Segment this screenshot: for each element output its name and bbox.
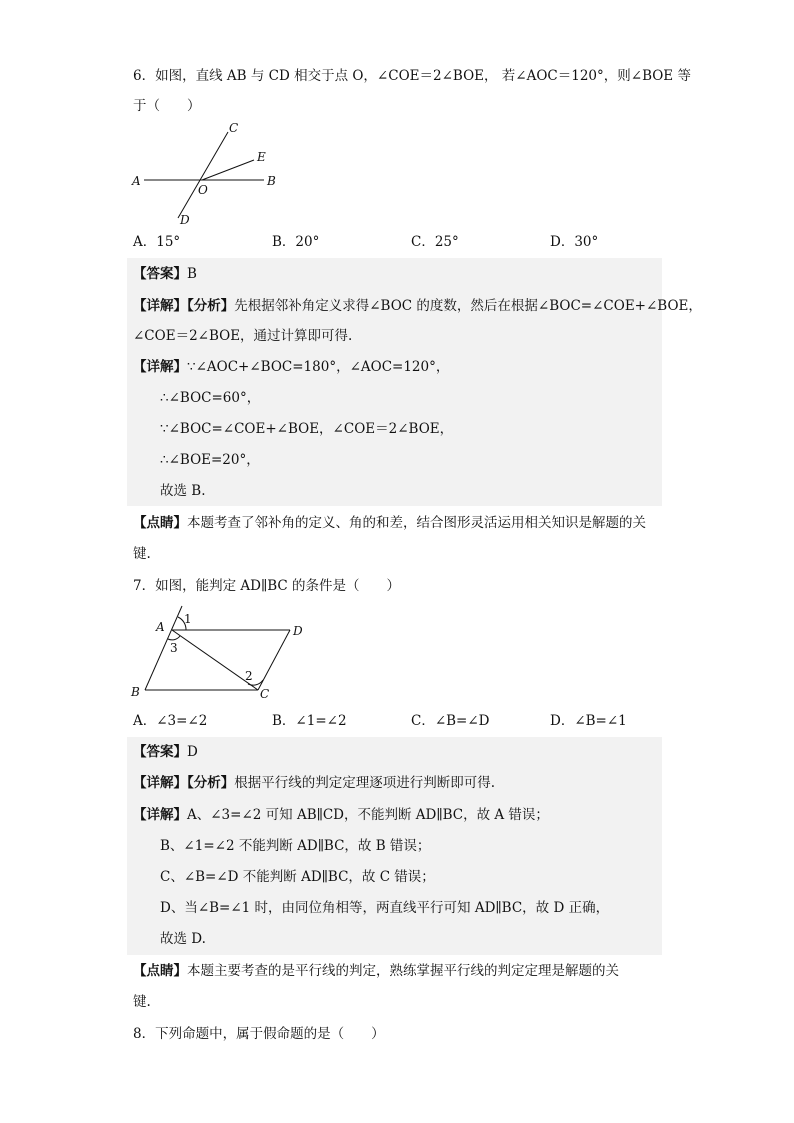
q6-option-a: A．15° (133, 234, 181, 250)
detail-tag: 【详解】 (133, 359, 187, 375)
detail-text: A、∠3=∠2 可知 AB∥CD，不能判断 AD∥BC，故 A 错误； (187, 807, 549, 823)
label-a: A (132, 174, 141, 188)
q6-option-b: B．20° (272, 234, 320, 250)
comment-text: 本题主要考查的是平行线的判定，熟练掌握平行线的判定定理是解题的关 (187, 963, 619, 979)
label-d: D (180, 213, 190, 227)
q7-detail-line1 (133, 805, 549, 825)
label-angle-3: 3 (170, 641, 178, 655)
label-c: C (260, 687, 270, 701)
q6-detail-line1 (133, 357, 449, 377)
q6-answer (133, 264, 197, 284)
comment-text: 本题考查了邻补角的定义、角的和差，结合图形灵活运用相关知识是解题的关 (187, 515, 646, 531)
label-d: D (293, 624, 303, 638)
label-a: A (156, 620, 165, 634)
label-angle-2: 2 (245, 669, 253, 683)
label-e: E (257, 150, 266, 164)
answer-tag: 【答案】 (133, 266, 187, 282)
analysis-tag: 【详解】【分析】 (133, 298, 235, 314)
q7-stem-line1: 7．如图，能判定 AD∥BC 的条件是（ ） (133, 578, 400, 594)
angle-3-arc (168, 636, 180, 640)
q6-detail-line2: ∴∠BOC=60°， (160, 390, 261, 406)
answer-value: D (187, 744, 198, 760)
label-c: C (229, 121, 239, 135)
analysis-text: 根据平行线的判定定理逐项进行判断即可得. (234, 775, 496, 791)
q8-stem-line1: 8．下列命题中，属于假命题的是（ ） (133, 1026, 385, 1042)
line-cd (178, 132, 228, 218)
answer-tag: 【答案】 (133, 744, 187, 760)
q6-detail-line5: 故选 B. (160, 483, 206, 499)
q6-stem-line2: 于（ ） (133, 98, 201, 114)
q6-analysis-line2: ∠COE＝2∠BOE，通过计算即可得. (133, 328, 353, 344)
q6-option-d: D．30° (550, 234, 599, 250)
label-o: O (198, 183, 208, 197)
answer-value: B (187, 266, 197, 282)
q6-figure (130, 118, 290, 230)
detail-text: ∵∠AOC+∠BOC=180°，∠AOC=120°， (187, 359, 450, 375)
q6-stem-line1: 6．如图，直线 AB 与 CD 相交于点 O，∠COE＝2∠BOE， 若∠AOC＝120°，则∠BOE 等 (133, 68, 691, 84)
q7-option-c: C．∠B=∠D (411, 713, 490, 729)
q7-detail-line3: C、∠B=∠D 不能判断 AD∥BC，故 C 错误； (160, 869, 435, 885)
q6-option-c: C．25° (411, 234, 459, 250)
comment-tag: 【点睛】 (133, 515, 187, 531)
q7-answer (133, 742, 198, 762)
q7-detail-line4: D、当∠B=∠1 时，由同位角相等，两直线平行可知 AD∥BC，故 D 正确， (160, 900, 610, 916)
label-b: B (267, 174, 276, 188)
analysis-text: 先根据邻补角定义求得∠BOC 的度数，然后在根据∠BOC=∠COE+∠BOE， (234, 298, 702, 314)
q7-analysis-line1 (133, 773, 495, 793)
q7-detail-line2: B、∠1=∠2 不能判断 AD∥BC，故 B 错误； (160, 838, 431, 854)
comment-tag: 【点睛】 (133, 963, 187, 979)
q7-figure (128, 600, 318, 704)
label-angle-1: 1 (184, 612, 192, 626)
detail-tag: 【详解】 (133, 807, 187, 823)
q6-analysis-line1 (133, 296, 702, 316)
analysis-tag: 【详解】【分析】 (133, 775, 235, 791)
q7-option-d: D．∠B=∠1 (550, 713, 627, 729)
label-b: B (131, 685, 140, 699)
q6-detail-line4: ∴∠BOE=20°， (160, 452, 260, 468)
q6-detail-line3: ∵∠BOC=∠COE+∠BOE，∠COE＝2∠BOE， (160, 421, 454, 437)
q7-option-a: A．∠3=∠2 (133, 713, 208, 729)
q7-option-b: B．∠1=∠2 (272, 713, 347, 729)
q7-comment-line2: 键. (133, 994, 151, 1010)
q6-comment-line2: 键. (133, 546, 151, 562)
q7-detail-line5: 故选 D. (160, 931, 206, 947)
q6-comment-line1 (133, 513, 646, 533)
q7-comment-line1 (133, 961, 619, 981)
